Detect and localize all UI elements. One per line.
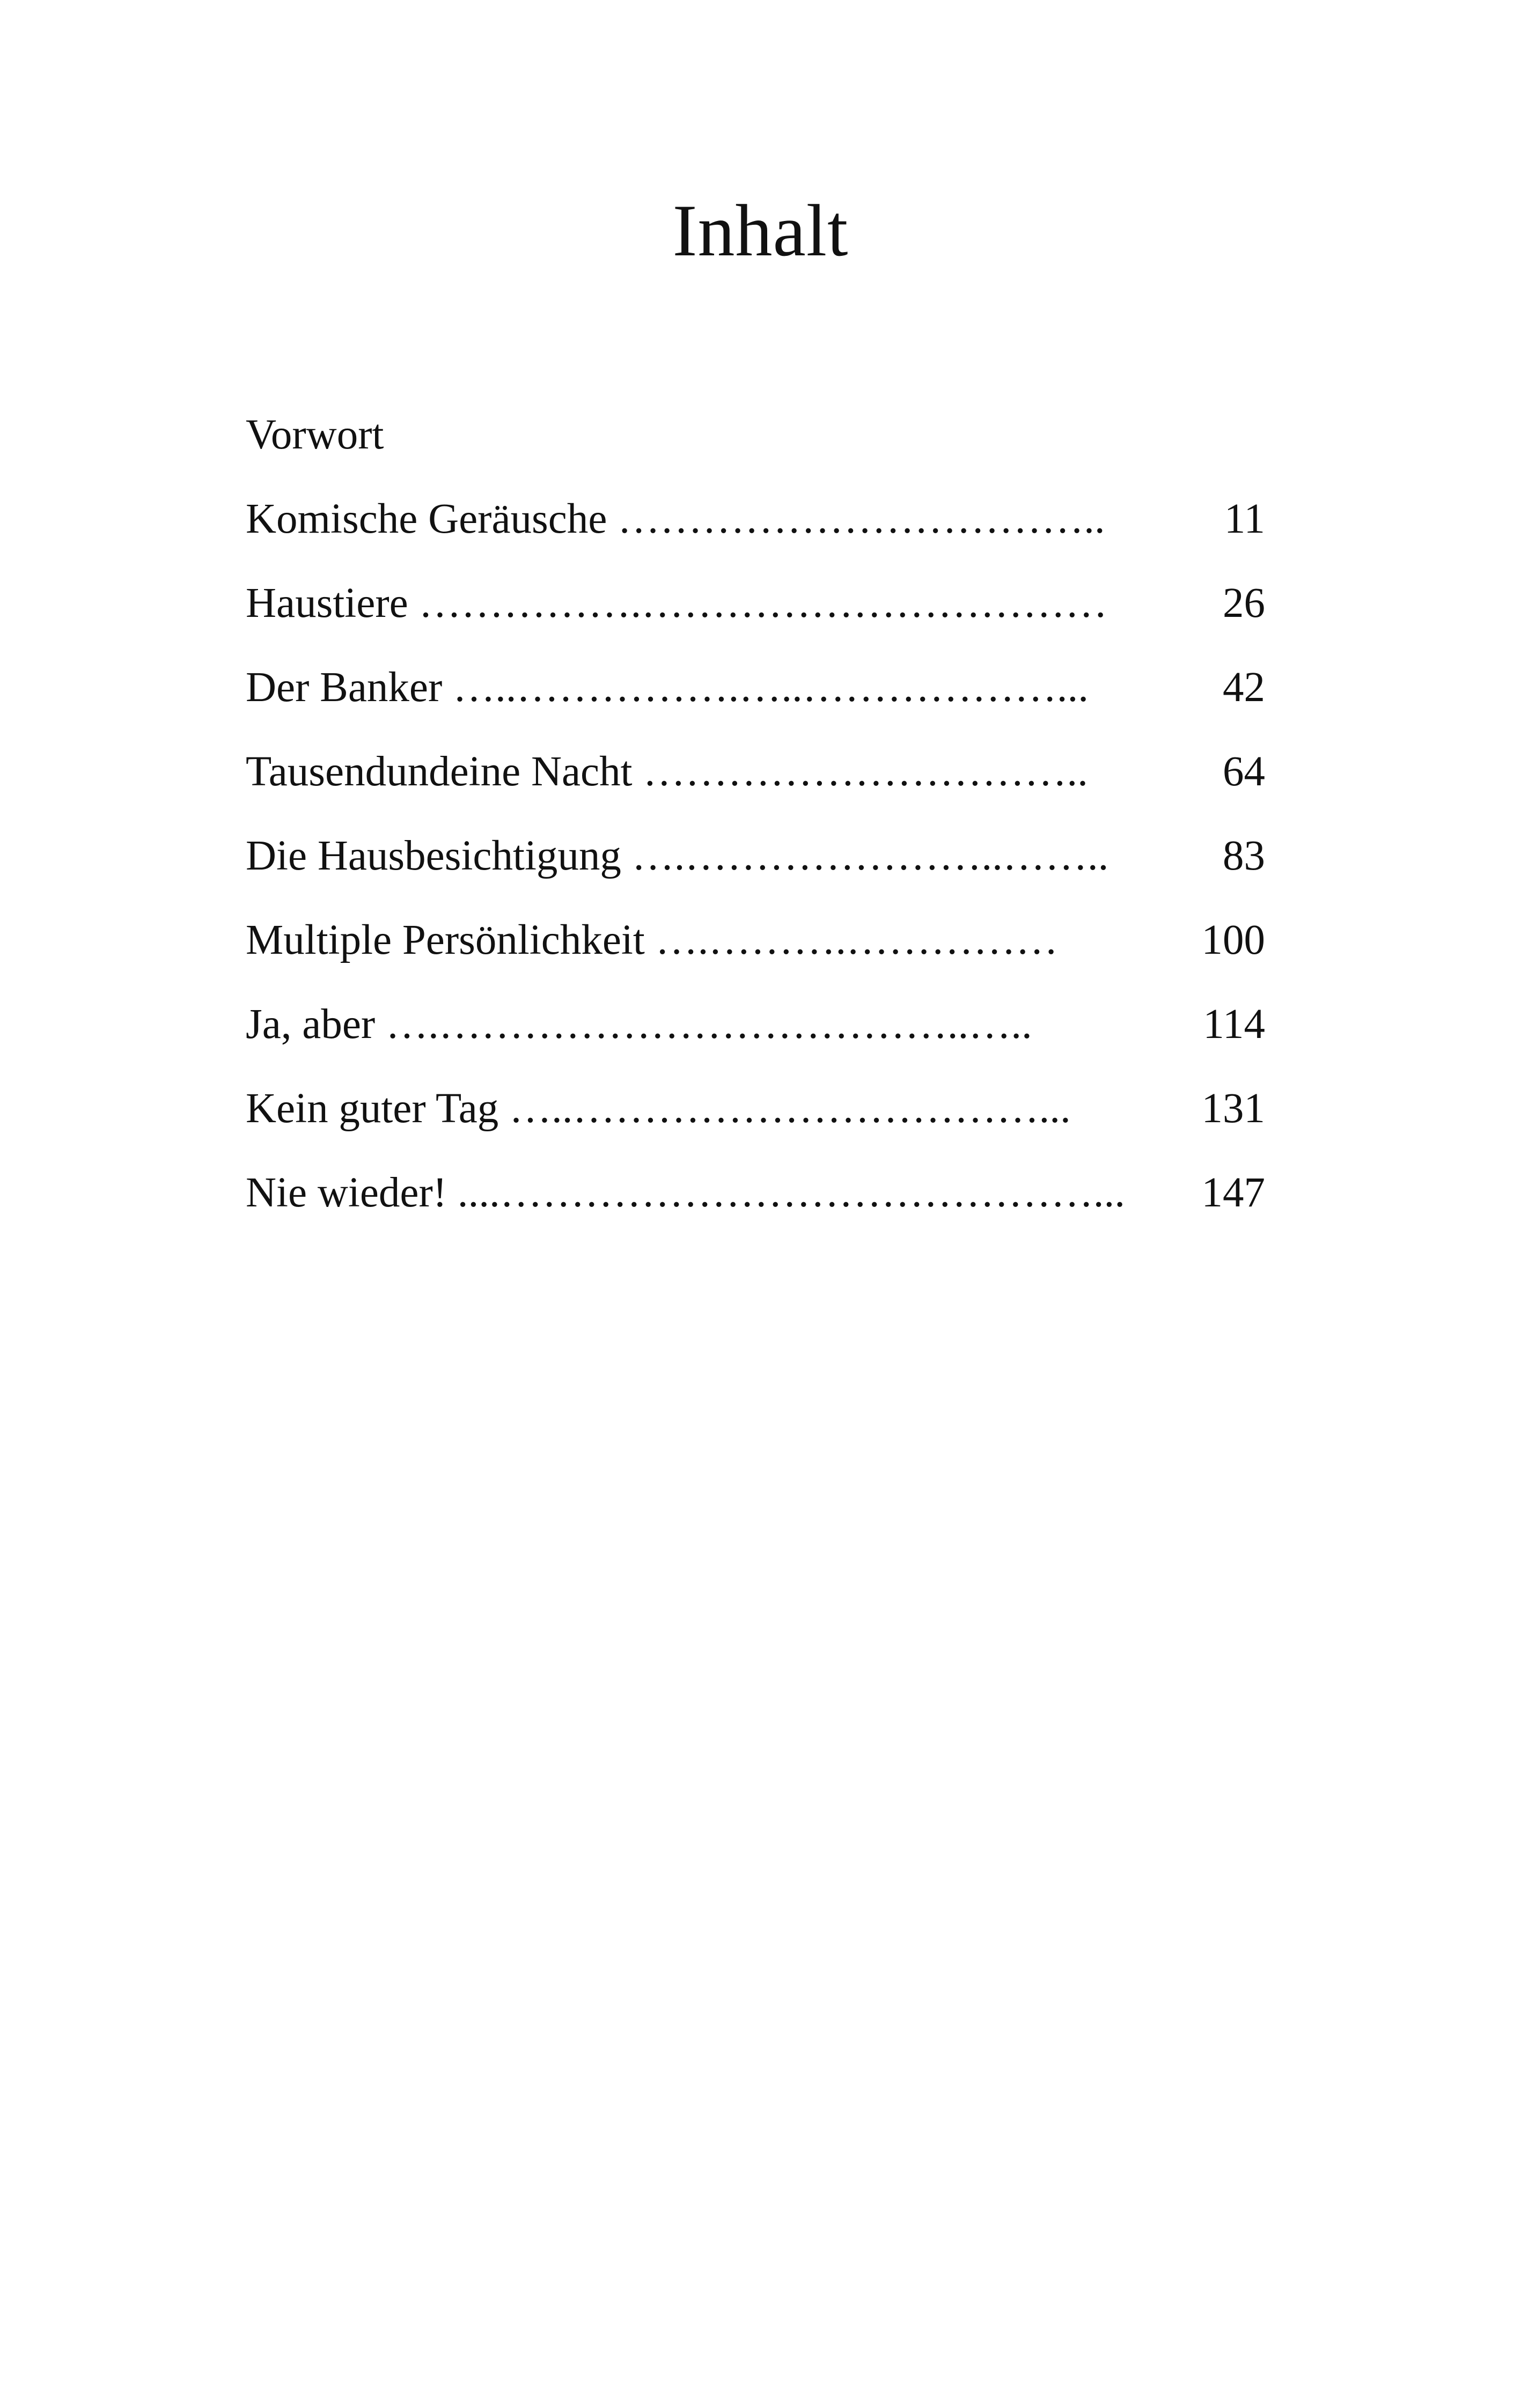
toc-entry-page: 114: [1203, 1001, 1265, 1048]
toc-entry: [246, 403, 1265, 488]
toc-entry-page: 42: [1223, 664, 1265, 711]
toc-entry: [246, 488, 1265, 572]
toc-entry-text: Ja, aber ….………………………………..…..: [246, 1001, 1032, 1048]
toc-entry-text: Vorwort: [246, 411, 384, 458]
page-title: Inhalt: [672, 189, 849, 271]
toc-entry: [246, 572, 1265, 656]
toc-entry-page: 131: [1201, 1085, 1265, 1132]
toc-entry-page: 83: [1223, 833, 1265, 879]
toc-entry-page: 64: [1223, 748, 1265, 795]
toc-entry-text: Komische Geräusche ……………………………..: [246, 496, 1105, 542]
toc-entry-text: Der Banker …..…………….…..………………...: [246, 664, 1089, 711]
table-of-contents: [246, 403, 1265, 1246]
toc-entry: [246, 993, 1265, 1077]
toc-entry: [246, 740, 1265, 824]
toc-entry-text: Multiple Persönlichkeit ….……….……………: [246, 917, 1059, 963]
toc-entry: [246, 656, 1265, 740]
toc-entry-page: 100: [1201, 917, 1265, 963]
toc-entry-page: 11: [1224, 496, 1265, 542]
toc-entry-text: Tausendundeine Nacht …………………………..: [246, 748, 1088, 795]
toc-entry-text: Die Hausbesichtigung ….…………………..……..: [246, 833, 1109, 879]
toc-entry-text: Kein guter Tag …..……………………………...: [246, 1085, 1071, 1132]
toc-entry-text: Haustiere …………….……………………………: [246, 580, 1108, 627]
toc-entry-page: 147: [1201, 1169, 1265, 1216]
toc-entry-page: 26: [1223, 580, 1265, 627]
toc-entry: [246, 824, 1265, 909]
toc-entry-text: Nie wieder! ....……………………………………...: [246, 1169, 1126, 1216]
toc-entry: [246, 1077, 1265, 1161]
toc-entry: [246, 909, 1265, 993]
toc-entry: [246, 1161, 1265, 1246]
